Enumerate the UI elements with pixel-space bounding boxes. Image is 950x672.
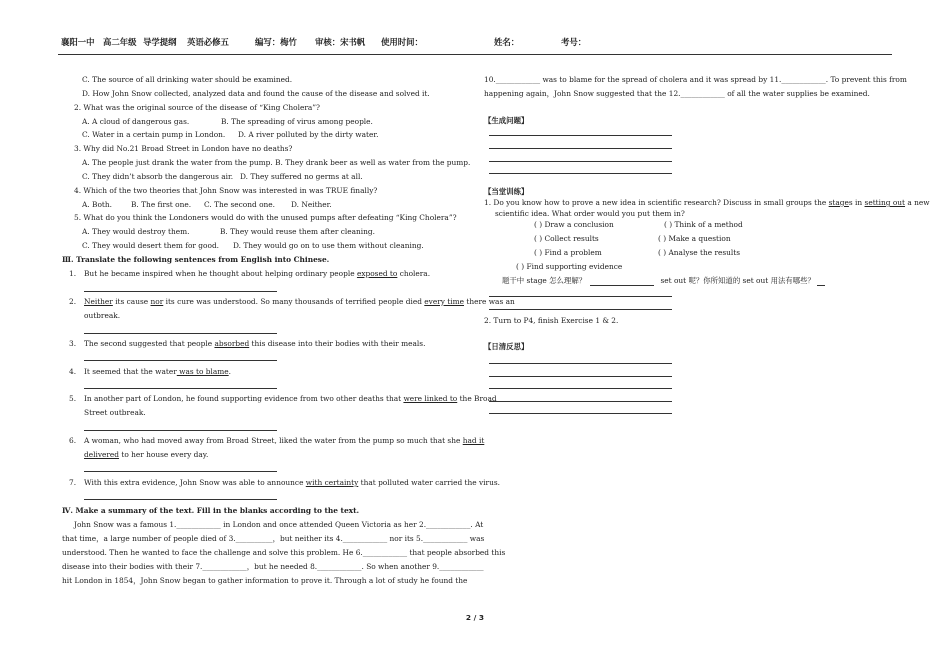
order-option-think-method[interactable]: ( ) Think of a method [664, 220, 743, 229]
q5-option-b: B. They would reuse them after cleaning. [220, 227, 375, 236]
translation-4: It seemed that the water was to blame. [84, 367, 232, 376]
reflection-line-3[interactable] [489, 388, 672, 389]
q4-option-d: D. Neither. [291, 200, 332, 209]
translation-6: A woman, who had moved away from Broad Street, liked the water from the pump so much that she had it [84, 436, 485, 445]
order-option-draw-conclusion[interactable]: ( ) Draw a conclusion [534, 220, 614, 229]
q5-option-c: C. They would desert them for good. [82, 241, 220, 250]
practice-2: 2. Turn to P4, finish Exercise 1 & 2. [484, 316, 619, 325]
setout-answer-blank[interactable] [817, 276, 825, 286]
order-option-collect-results[interactable]: ( ) Collect results [534, 234, 599, 243]
question-2: 2. What was the original source of the disease of “King Cholera”? [74, 103, 321, 112]
answer-line-5[interactable] [84, 430, 277, 431]
q3-option-c: C. They didn’t absorb the dangerous air. [82, 172, 234, 181]
summary-line-1: John Snow was a famous 1.____________ in London and once attended Queen Victoria as her 2.____________. At [74, 520, 484, 529]
t4-number: 4. [69, 367, 77, 376]
q2-option-c: C. Water in a certain pump in London. [82, 130, 226, 139]
answer-line-a[interactable] [489, 296, 672, 297]
section-4-heading: Ⅳ. Make a summary of the text. Fill in the blanks according to the text. [62, 506, 360, 515]
question-5: 5. What do you think the Londoners would do with the unused pumps after defeating “King Cholera”? [74, 213, 457, 222]
q4-option-c: C. The second one. [204, 200, 276, 209]
q5-option-a: A. They would destroy them. [82, 227, 190, 236]
generate-questions-heading: 【生成问题】 [484, 116, 529, 125]
header-exam-number-label: 考号： [561, 37, 587, 47]
translation-2-continued: outbreak. [84, 311, 121, 320]
t5-number: 5. [69, 394, 77, 403]
stage-answer-blank[interactable] [590, 276, 654, 286]
translation-1: But he became inspired when he thought about helping ordinary people exposed to cholera. [84, 269, 431, 278]
q2-option-a: A. A cloud of dangerous gas. [82, 117, 190, 126]
practice-1: 1. Do you know how to prove a new idea in scientific research? Discuss in small groups the stages in setting out a new [484, 198, 930, 207]
q3-options-ab: A. The people just drank the water from the pump. B. They drank beer as well as water from the pump. [82, 158, 471, 167]
answer-line-3[interactable] [84, 360, 277, 361]
question-line-4[interactable] [489, 173, 672, 174]
in-class-practice-heading: 【当堂训练】 [484, 187, 529, 196]
order-option-find-problem[interactable]: ( ) Find a problem [534, 248, 602, 257]
header-reviewer: 审核：宋书帆 [315, 37, 366, 47]
translation-5: In another part of London, he found supporting evidence from two other deaths that were linked to the Broad [84, 394, 497, 403]
summary-line-5: hit London in 1854，John Snow began to gather information to prove it. Through a lot of study he found the [62, 576, 468, 585]
order-option-analyse-results[interactable]: ( ) Analyse the results [658, 248, 741, 257]
question-4: 4. Which of the two theories that John Snow was interested in was TRUE finally? [74, 186, 378, 195]
translation-3: The second suggested that people absorbed this disease into their bodies with their meals. [84, 339, 426, 348]
header-doc-type: 导学提纲 [143, 37, 177, 47]
reflection-line-4[interactable] [489, 401, 672, 402]
question-line-2[interactable] [489, 148, 672, 149]
section-3-heading: Ⅲ. Translate the following sentences from English into Chinese. [62, 255, 330, 264]
q2-option-b: B. The spreading of virus among people. [221, 117, 373, 126]
order-option-find-evidence[interactable]: ( ) Find supporting evidence [516, 262, 623, 271]
answer-line-7[interactable] [84, 499, 277, 500]
summary-line-3: understood. Then he wanted to face the challenge and solve this problem. He 6.____________ that people absorbed this [62, 548, 506, 557]
header-name-label: 姓名： [494, 37, 520, 47]
question-line-3[interactable] [489, 161, 672, 162]
reflection-line-5[interactable] [489, 413, 672, 414]
header-use-time: 使用时间： [381, 37, 423, 47]
q5-option-d: D. They would go on to use them without cleaning. [233, 241, 424, 250]
answer-line-b[interactable] [489, 309, 672, 310]
header-grade: 高二年级 [103, 37, 137, 47]
header-author: 编写：梅竹 [255, 37, 297, 47]
reflection-line-2[interactable] [489, 376, 672, 377]
t6-number: 6. [69, 436, 77, 445]
question-3: 3. Why did No.21 Broad Street in London have no deaths? [74, 144, 293, 153]
header-subject: 英语必修五 [187, 37, 229, 47]
header-rule [58, 54, 892, 55]
t7-number: 7. [69, 478, 77, 487]
question-line-1[interactable] [489, 135, 672, 136]
page-number: 2 / 3 [465, 613, 485, 622]
t3-number: 3. [69, 339, 77, 348]
translation-6-continued: delivered to her house every day. [84, 450, 209, 459]
answer-line-4[interactable] [84, 388, 277, 389]
translation-2: Neither its cause nor its cure was understood. So many thousands of terrified people died every time there was an [84, 297, 515, 306]
q4-option-b: B. The first one. [131, 200, 192, 209]
q1-option-c: C. The source of all drinking water should be examined. [82, 75, 293, 84]
order-option-make-question[interactable]: ( ) Make a question [658, 234, 731, 243]
t1-number: 1. [69, 269, 77, 278]
header-school: 襄阳一中 [61, 37, 95, 47]
q1-option-d: D. How John Snow collected, analyzed data and found the cause of the disease and solved it. [82, 89, 430, 98]
translation-7: With this extra evidence, John Snow was able to announce with certainty that polluted water carried the virus. [84, 478, 500, 487]
reflection-line-1[interactable] [489, 363, 672, 364]
daily-reflection-heading: 【日清反思】 [484, 342, 529, 351]
summary-line-4: disease into their bodies with their 7.____________，but he needed 8.____________. So when another 9.____________ [62, 562, 484, 571]
q2-option-d: D. A river polluted by the dirty water. [238, 130, 379, 139]
t2-number: 2. [69, 297, 77, 306]
practice-1-continued: scientific idea. What order would you put them in? [495, 209, 685, 218]
summary-line-7: happening again，John Snow suggested that the 12.____________ of all the water supplies be examined. [484, 89, 870, 98]
translation-5-continued: Street outbreak. [84, 408, 146, 417]
q3-option-d: D. They suffered no germs at all. [240, 172, 363, 181]
answer-line-6[interactable] [84, 471, 277, 472]
answer-line-1[interactable] [84, 291, 277, 292]
summary-line-2: that time，a large number of people died of 3.__________，but neither its 4.____________ nor its 5.____________ was [62, 534, 485, 543]
answer-line-2[interactable] [84, 333, 277, 334]
q4-option-a: A. Both. [82, 200, 112, 209]
stage-question: 题干中 stage 怎么理解？ set out 呢？你所知道的 set out 用法有哪些？ [502, 276, 825, 286]
summary-line-6: 10.____________ was to blame for the spread of cholera and it was spread by 11.____________. To prevent this from [484, 75, 907, 84]
